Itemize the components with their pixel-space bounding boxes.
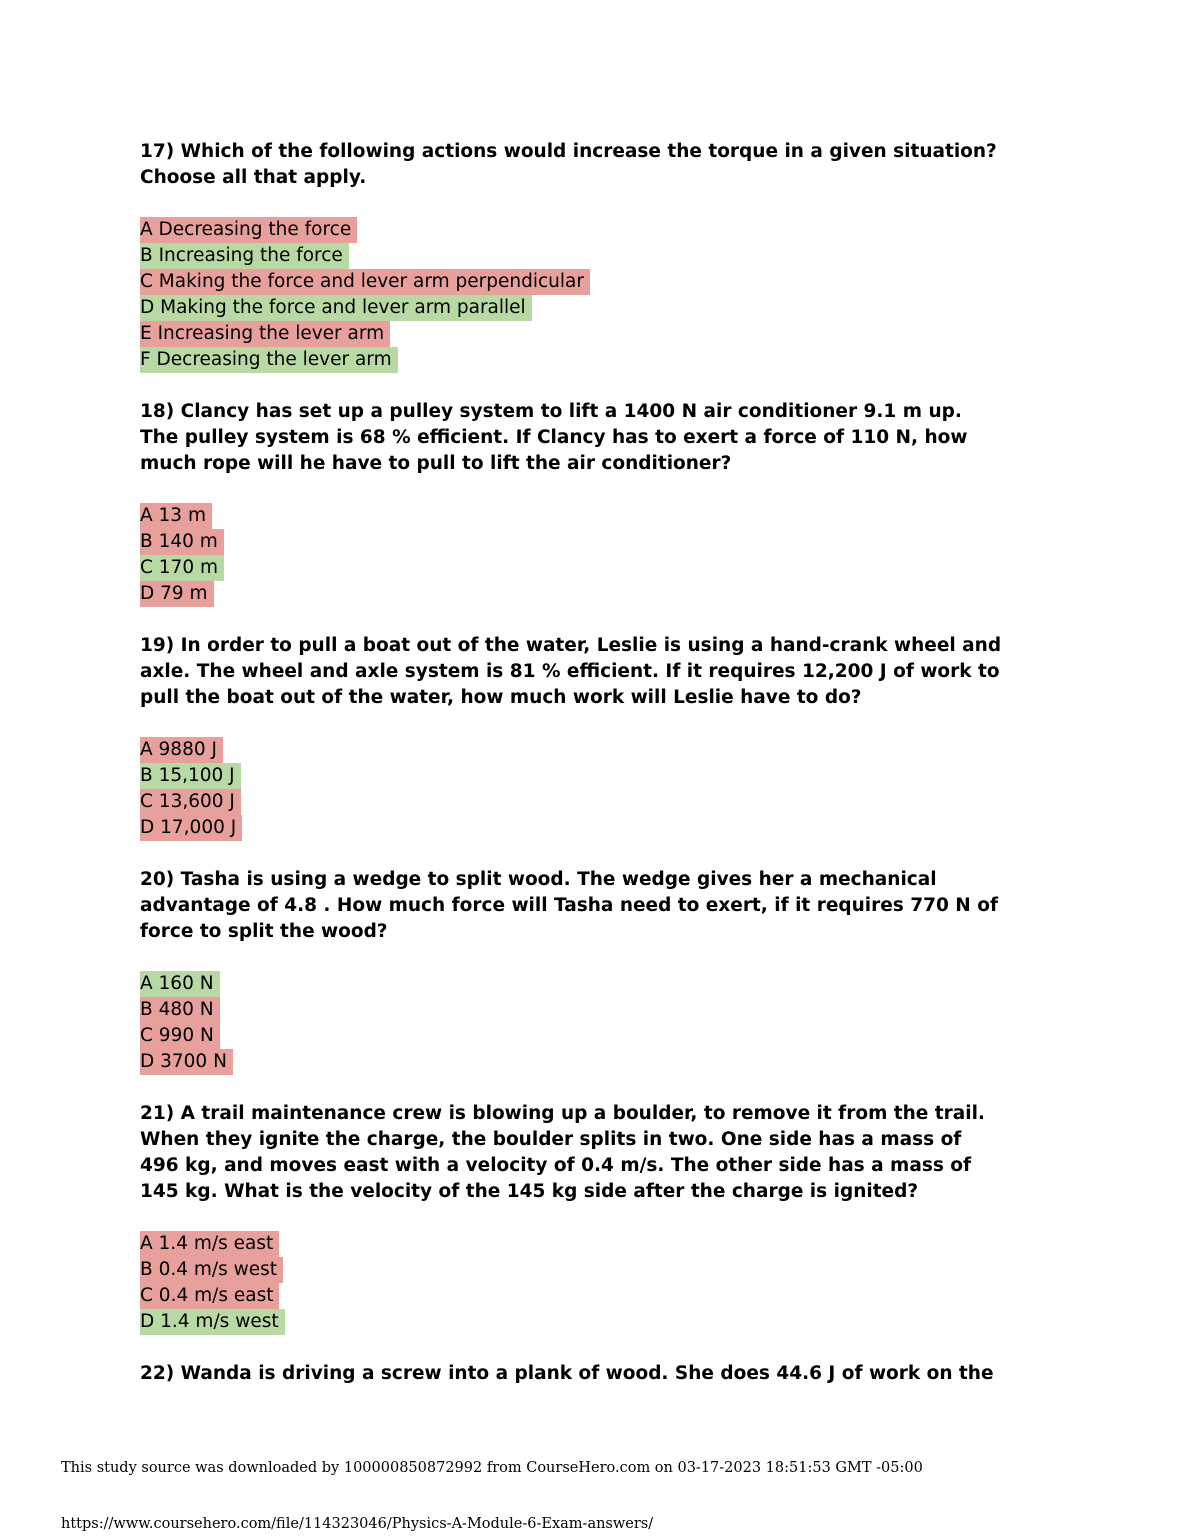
answer-options xyxy=(140,217,1070,373)
question-text: 17) Which of the following actions would increase the torque in a given situation? Choose all that apply. xyxy=(140,141,997,188)
question-text: 19) In order to pull a boat out of the water, Leslie is using a hand-crank wheel and axle. The wheel and axle system is 81 % efficient. If it requires 12,200 J of work to pull the boat out of the water, how much work will Leslie have to do? xyxy=(140,635,1002,708)
question-block xyxy=(140,139,1070,373)
answer-options xyxy=(140,737,1070,841)
answer-options xyxy=(140,1231,1070,1335)
incorrect-answer-option: A 1.4 m/s east xyxy=(140,1231,279,1257)
answer-options xyxy=(140,971,1070,1075)
correct-answer-option: A 160 N xyxy=(140,971,220,997)
incorrect-answer-option: B 0.4 m/s west xyxy=(140,1257,283,1283)
question-text: 20) Tasha is using a wedge to split wood. The wedge gives her a mechanical advantage of 4.8 . How much force will Tasha need to exert, if it requires 770 N of force to split the wood? xyxy=(140,869,998,942)
correct-answer-option: D Making the force and lever arm parallel xyxy=(140,295,532,321)
question-block xyxy=(140,1361,1070,1387)
question-block xyxy=(140,867,1070,1075)
incorrect-answer-option: A 9880 J xyxy=(140,737,223,763)
incorrect-answer-option: C 13,600 J xyxy=(140,789,241,815)
incorrect-answer-option: C 0.4 m/s east xyxy=(140,1283,279,1309)
incorrect-answer-option: A Decreasing the force xyxy=(140,217,357,243)
incorrect-answer-option: E Increasing the lever arm xyxy=(140,321,390,347)
question-block xyxy=(140,633,1070,841)
correct-answer-option: D 1.4 m/s west xyxy=(140,1309,285,1335)
incorrect-answer-option: B 480 N xyxy=(140,997,220,1023)
question-block xyxy=(140,1101,1070,1335)
incorrect-answer-option: B 140 m xyxy=(140,529,224,555)
source-url: https://www.coursehero.com/file/114323046/Physics-A-Module-6-Exam-answers/ xyxy=(61,1516,654,1532)
question-text: 22) Wanda is driving a screw into a plank of wood. She does 44.6 J of work on the xyxy=(140,1363,994,1384)
incorrect-answer-option: D 17,000 J xyxy=(140,815,242,841)
download-notice: This study source was downloaded by 100000850872992 from CourseHero.com on 03-17-2023 18:51:53 GMT -05:00 xyxy=(61,1460,923,1476)
exam-content xyxy=(140,139,1070,1387)
correct-answer-option: C 170 m xyxy=(140,555,224,581)
question-block xyxy=(140,399,1070,607)
correct-answer-option: B Increasing the force xyxy=(140,243,349,269)
correct-answer-option: B 15,100 J xyxy=(140,763,241,789)
question-text: 21) A trail maintenance crew is blowing up a boulder, to remove it from the trail. When they ignite the charge, the boulder splits in two. One side has a mass of 496 kg, and moves east with a velocity of 0.4 m/s. The other side has a mass of 145 kg. What is the velocity of the 145 kg side after the charge is ignited? xyxy=(140,1103,985,1202)
incorrect-answer-option: C 990 N xyxy=(140,1023,220,1049)
incorrect-answer-option: A 13 m xyxy=(140,503,212,529)
answer-options xyxy=(140,503,1070,607)
incorrect-answer-option: D 3700 N xyxy=(140,1049,233,1075)
incorrect-answer-option: C Making the force and lever arm perpendicular xyxy=(140,269,590,295)
question-text: 18) Clancy has set up a pulley system to lift a 1400 N air conditioner 9.1 m up. The pulley system is 68 % efficient. If Clancy has to exert a force of 110 N, how much rope will he have to pull to lift the air conditioner? xyxy=(140,401,968,474)
incorrect-answer-option: D 79 m xyxy=(140,581,214,607)
correct-answer-option: F Decreasing the lever arm xyxy=(140,347,398,373)
